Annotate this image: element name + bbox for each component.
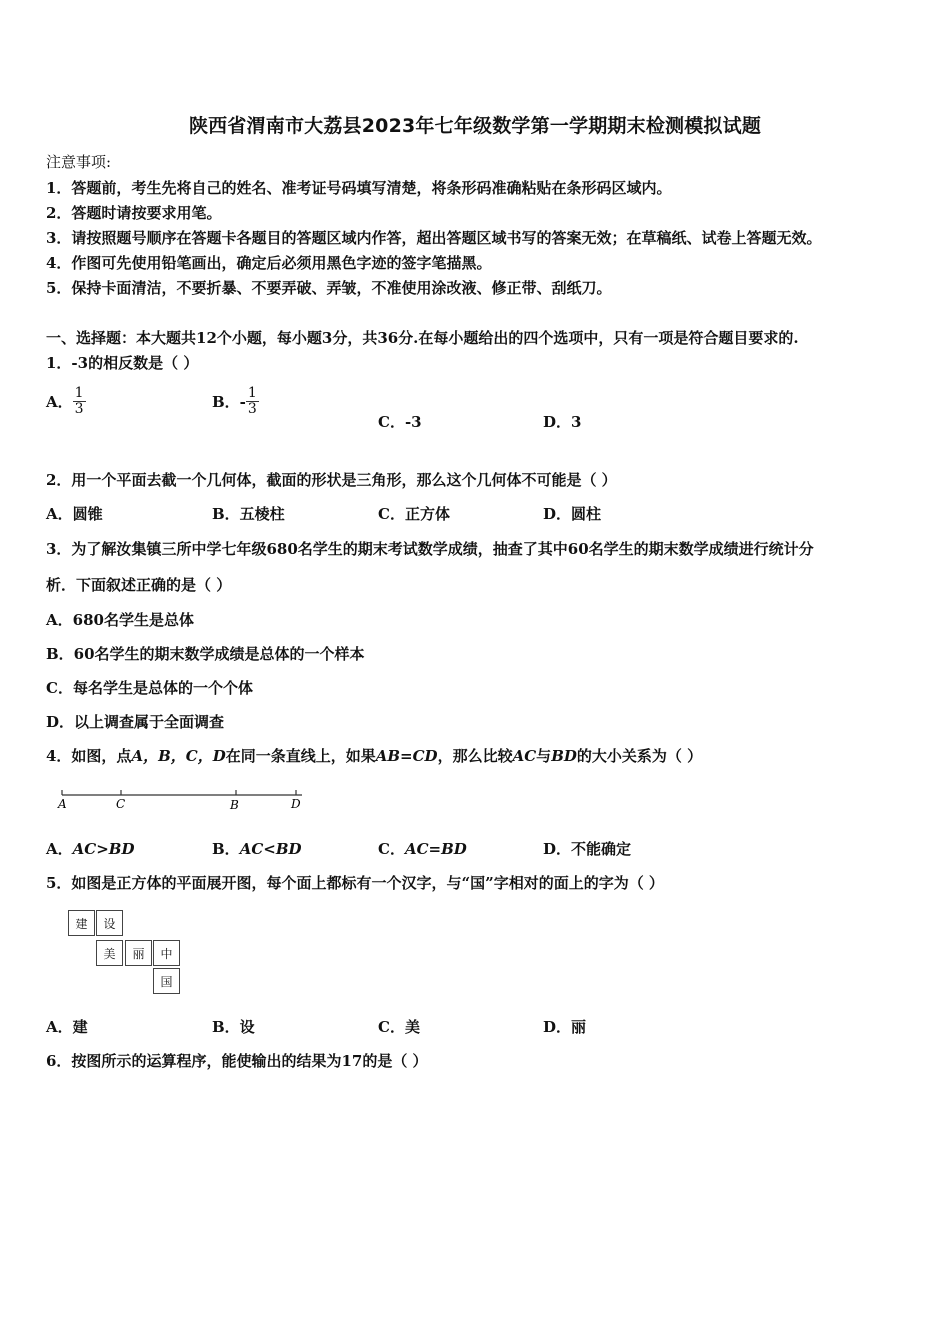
- q4-stem-and: 与: [536, 747, 552, 765]
- notice-item-4: 4．作图可先使用铅笔画出，确定后必须用黑色字迹的签字笔描黑。: [46, 254, 492, 272]
- q3-stem-line1: 3．为了解汝集镇三所中学七年级680名学生的期末考试数学成绩，抽查了其中60名学生的期末数学成绩进行统计分: [46, 540, 814, 558]
- q5-option-d: D．丽: [543, 1018, 587, 1036]
- q5-option-a: A．建: [46, 1018, 88, 1036]
- q4-label-b: B: [230, 798, 239, 812]
- q4-stem: [46, 745, 702, 766]
- net-cell-zhong: 中: [153, 940, 180, 966]
- q2-option-b: B．五棱柱: [212, 505, 285, 523]
- net-cell-jian: 建: [68, 910, 95, 936]
- q1-option-c: C．-3: [378, 413, 422, 431]
- q2-option-a: A．圆锥: [46, 505, 103, 523]
- notice-item-5: 5．保持卡面清洁，不要折暴、不要弄破、弄皱，不准使用涂改液、修正带、刮纸刀。: [46, 279, 612, 297]
- q4-option-a: [46, 838, 134, 859]
- net-cell-mei: 美: [96, 940, 123, 966]
- q4-line-figure: [56, 786, 316, 816]
- q1-option-d: D．3: [543, 413, 582, 431]
- q4-option-b: [212, 838, 302, 859]
- q1-b-denominator: 3: [247, 401, 257, 417]
- q1-b-numerator: 1: [247, 385, 257, 401]
- q5-option-b: B．设: [212, 1018, 255, 1036]
- q5-option-c: C．美: [378, 1018, 420, 1036]
- q1-option-a-label: A．: [46, 393, 73, 411]
- q3-option-d: D．以上调查属于全面调查: [46, 713, 225, 731]
- q1-option-b-fraction: [246, 386, 259, 417]
- q1-a-numerator: 1: [74, 385, 84, 401]
- q2-option-d: D．圆柱: [543, 505, 602, 523]
- q5-cube-net: [68, 910, 188, 1000]
- q3-stem-line2: 析．下面叙述正确的是（ ）: [46, 576, 232, 594]
- page-title: 陕西省渭南市大荔县2023年七年级数学第一学期期末检测模拟试题: [188, 115, 762, 137]
- q4-label-a: A: [58, 797, 67, 811]
- notice-item-2: 2．答题时请按要求用笔。: [46, 204, 222, 222]
- q4-option-b-text: AC<BD: [239, 840, 302, 858]
- notice-item-3: 3．请按照题号顺序在答题卡各题目的答题区域内作答，超出答题区域书写的答案无效；在草稿纸、试卷上答题无效。: [46, 229, 822, 247]
- q4-option-a-text: AC>BD: [72, 840, 135, 858]
- q1-option-a-fraction: [73, 386, 86, 417]
- q1-a-denominator: 3: [74, 401, 84, 417]
- q4-option-a-label: A．: [46, 840, 73, 858]
- q4-equation: AB=CD: [375, 747, 438, 765]
- net-cell-guo: 国: [153, 968, 180, 994]
- q3-option-c: C．每名学生是总体的一个个体: [46, 679, 253, 697]
- q4-stem-mid2: ，那么比较: [437, 747, 513, 765]
- notice-item-1: 1．答题前，考生先将自己的姓名、准考证号码填写清楚，将条形码准确粘贴在条形码区域内。: [46, 179, 672, 197]
- q1-option-a: [46, 386, 86, 417]
- net-cell-she: 设: [96, 910, 123, 936]
- section-heading: 一、选择题：本大题共12个小题，每小题3分，共36分.在每小题给出的四个选项中，只有一项是符合题目要求的.: [46, 329, 799, 347]
- net-cell-li: 丽: [125, 940, 152, 966]
- q4-option-d: D．不能确定: [543, 840, 632, 858]
- q4-points: A，B，C，D: [131, 747, 226, 765]
- q1-stem: 1．-3的相反数是（ ）: [46, 354, 199, 372]
- notice-heading: 注意事项:: [46, 153, 112, 171]
- q5-stem: 5．如图是正方体的平面展开图，每个面上都标有一个汉字，与“国”字相对的面上的字为（ ）: [46, 874, 664, 892]
- q4-option-c-label: C．: [378, 840, 405, 858]
- q4-option-b-label: B．: [212, 840, 240, 858]
- q1-option-b-label: B．-: [212, 393, 246, 411]
- q2-stem: 2．用一个平面去截一个几何体，截面的形状是三角形，那么这个几何体不可能是（ ）: [46, 471, 617, 489]
- q4-stem-post: 的大小关系为（ ）: [576, 747, 703, 765]
- q3-option-a: A．680名学生是总体: [46, 611, 194, 629]
- q4-option-c-text: AC=BD: [404, 840, 467, 858]
- q1-option-b: [212, 386, 259, 417]
- q4-ac: AC: [512, 747, 537, 765]
- q3-option-b: B．60名学生的期末数学成绩是总体的一个样本: [46, 645, 365, 663]
- q6-stem: 6．按图所示的运算程序，能使输出的结果为17的是（ ）: [46, 1052, 428, 1070]
- q4-stem-pre: 4．如图，点: [46, 747, 132, 765]
- q4-label-c: C: [116, 797, 126, 811]
- q4-label-d: D: [291, 797, 301, 811]
- q2-option-c: C．正方体: [378, 505, 450, 523]
- q4-bd: BD: [551, 747, 577, 765]
- q4-option-c: [378, 838, 467, 859]
- q4-stem-mid: 在同一条直线上，如果: [225, 747, 376, 765]
